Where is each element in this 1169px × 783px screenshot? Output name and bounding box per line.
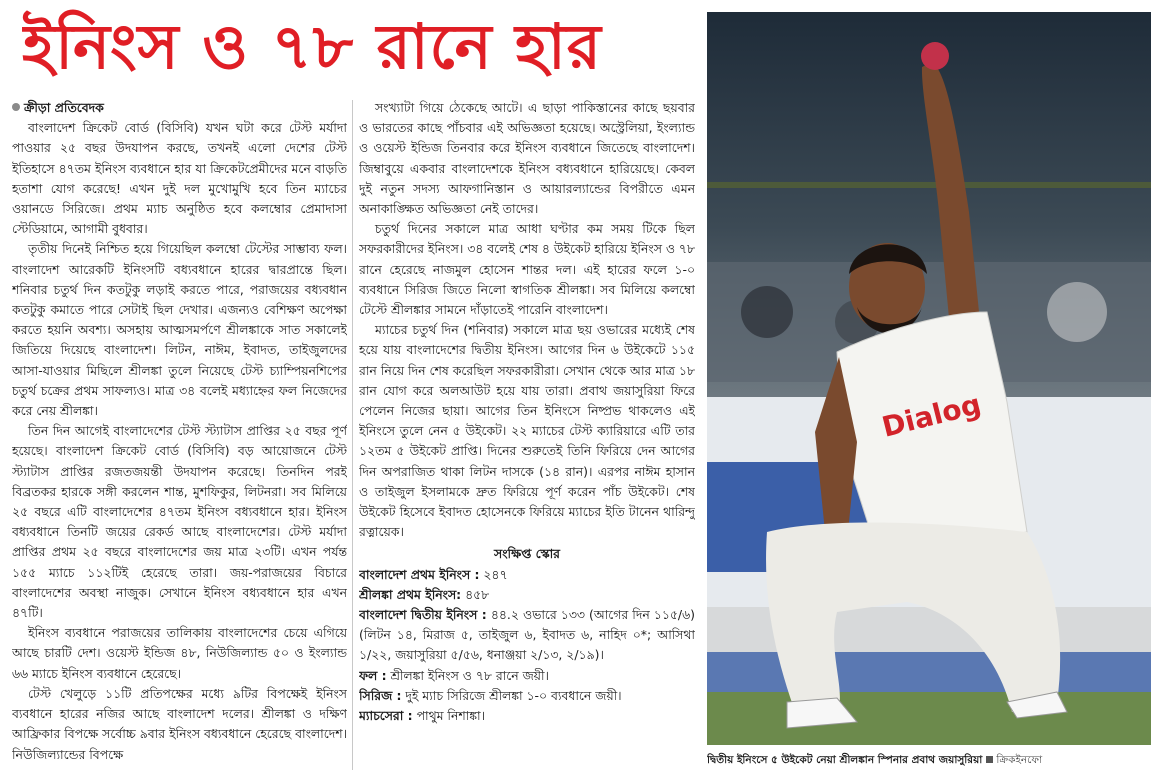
scorecard-title: সংক্ষিপ্ত স্কোর xyxy=(494,546,560,562)
paragraph: চতুর্থ দিনের সকালে মাত্র আধা ঘণ্টার কম সময় টিকে ছিল সফরকারীদের ইনিংস। ৩৪ বলেই শেষ ৪ উইকেট হারিয়ে ইনিংস ও ৭৮ রানে হেরেছে নাজমুল হোসেন শান্তর দল। এই হারের ফলে ১-০ ব্যবধানে সিরিজ জিতে নিলো স্বাগতিক শ্রীলঙ্কা। সব মিলিয়ে কলম্বো টেস্টে শ্রীলঙ্কার সামনে দাঁড়াতেই পারেনি বাংলাদেশ। xyxy=(359,221,695,318)
bullet-icon xyxy=(12,103,20,111)
headline: ইনিংস ও ৭৮ রানে হার xyxy=(22,10,602,83)
byline-text: ক্রীড়া প্রতিবেদক xyxy=(24,100,104,115)
match-photo xyxy=(707,12,1151,745)
score-label: ম্যাচসেরা : xyxy=(359,708,413,724)
article-column-1 xyxy=(12,98,347,776)
score-row xyxy=(359,706,695,726)
ground xyxy=(707,692,1151,745)
score-value: পাথুম নিশাঙ্কা। xyxy=(416,708,486,724)
score-row xyxy=(359,565,695,585)
score-row xyxy=(359,686,695,706)
credit-marker-icon xyxy=(986,756,993,763)
photo-credit: ক্রিকইনফো xyxy=(996,754,1043,766)
byline xyxy=(12,98,347,118)
photo-illustration xyxy=(707,12,1151,745)
photo-caption-line xyxy=(707,747,1151,773)
score-label: বাংলাদেশ প্রথম ইনিংস : xyxy=(359,566,480,582)
score-label: বাংলাদেশ দ্বিতীয় ইনিংস : xyxy=(359,607,487,623)
paragraph: তৃতীয় দিনেই নিশ্চিত হয়ে গিয়েছিল কলম্বো টেস্টের সাম্ভাব্য ফল। বাংলাদেশ আরেকটি ইনিংসটি বধ্যবধানে হারের দ্বারপ্রান্তে ছিল। শনিবার চতুর্থ দিন কতটুকু লড়াই করতে পারে, পরাজয়ের বধ্যবধান কতটুকু কমাতে পারে সেটাই ছিল দেখার। এজন্যও বেশিক্ষণ অপেক্ষা করতে হয়নি অবশ্য। অসহায় আত্মসমর্পণে শ্রীলঙ্কাকে সাত সকালেই জিতিয়ে দিয়েছে বাংলাদেশ। লিটন, নাঈম, ইবাদত, তাইজুলদের আসা-যাওয়ার মিছিলে শ্রীলঙ্কা তুলে নিয়েছে টেস্ট চ্যাম্পিয়নশিপের চতুর্থ চক্রের প্রথম সাফল্যও। মাত্র ৩৪ বলেই মধ্যাহ্নের ফল নিজেদের করে নেয় শ্রীলঙ্কা। xyxy=(12,241,347,419)
photo-caption: দ্বিতীয় ইনিংসে ৫ উইকেট নেয়া শ্রীলঙ্কান স্পিনার প্রবাথ জয়াসুরিয়া xyxy=(707,754,983,766)
score-value: ৪৪.২ ওভারে ১৩৩ (আগের দিন ১১৫/৬) (লিটন ১৪, মিরাজ ৫, তাইজুল ৬, ইবাদত ৬, নাহিদ ০*; আসিথা ১/২২, জয়াসুরিয়া ৫/৫৬, ধনাঞ্জয়া ২/১৩, ২/১৯)। xyxy=(359,607,695,663)
score-value: ৪৫৮ xyxy=(465,586,490,602)
paragraph: বাংলাদেশ ক্রিকেট বোর্ড (বিসিবি) যখন ঘটা করে টেস্ট মর্যাদা পাওয়ার ২৫ বছর উদযাপন করছে, তখনই এলো দেশের টেস্ট ইতিহাসে ৪৭তম ইনিংস ব্যবধানে হার যা ক্রিকেটপ্রেমীদের মনে বাড়তি হতাশা যোগ করেছে! এখন দুই দল মুখোমুখি হবে তিন ম্যাচের ওয়ানডে সিরিজে। প্রথম ম্যাচ অনুষ্ঠিত হবে কলম্বোর প্রেমাদাসা স্টেডিয়ামে, আগামী বুধবার। xyxy=(12,120,347,237)
score-row xyxy=(359,585,695,605)
column-divider xyxy=(352,100,353,770)
score-label: ফল : xyxy=(359,667,387,683)
paragraph: সংখ্যাটা গিয়ে ঠেকেছে আটে। এ ছাড়া পাকিস্তানের কাছে ছয়বার ও ভারতের কাছে পাঁচবার এই অভিজ্ঞতা হয়েছে। অস্ট্রেলিয়া, ইংল্যান্ড ও ওয়েস্ট ইন্ডিজ তিনবার করে ইনিংস ব্যবধানে জিতেছে বাংলাদেশ। জিম্বাবুয়ে একবার বাংলাদেশকে ইনিংস বধ্যবধানে হারিয়েছে। কেবল দুই নতুন সদস্য আফগানিস্তান ও আয়ারল্যান্ডের বিপরীতে এমন অনাকাঙ্ক্ষিত অভিজ্ঞতা নেই তাদের। xyxy=(359,100,695,217)
score-value: ২৪৭ xyxy=(483,566,508,582)
score-value: শ্রীলঙ্কা ইনিংস ও ৭৮ রানে জয়ী। xyxy=(390,667,549,683)
ball xyxy=(921,42,949,70)
jersey-sponsor: Dialog xyxy=(878,387,985,444)
score-value: দুই ম্যাচ সিরিজে শ্রীলঙ্কা ১-০ ব্যবধানে জয়ী। xyxy=(405,687,622,703)
paragraph: ইনিংস ব্যবধানে পরাজয়ের তালিকায় বাংলাদেশের চেয়ে এগিয়ে আছে চারটি দেশ। ওয়েস্ট ইন্ডিজ ৪৮, নিউজিল্যান্ড ৫০ ও ইংল্যান্ড ৬৬ ম্যাচে ইনিংস ব্যবধানে হেরেছে। xyxy=(12,625,347,681)
score-row xyxy=(359,605,695,666)
score-row xyxy=(359,666,695,686)
paragraph: তিন দিন আগেই বাংলাদেশের টেস্ট স্ট্যাটাস প্রাপ্তির ২৫ বছর পূর্ণ হয়েছে। বাংলাদেশ ক্রিকেট বোর্ড (বিসিবি) বড় আয়োজনে টেস্ট স্ট্যাটাস প্রাপ্তির রজতজয়ন্তী উদযাপন করেছে। তিনদিন পরই বিব্রতকর হারকে সঙ্গী করলেন শান্ত, মুশফিকুর, লিটনরা। সব মিলিয়ে ২৫ বছরে এটি বাংলাদেশের ৪৭তম ইনিংস বধ্যবধানে হার। ইনিংস বধ্যবধানে তিনটি জয়ের রেকর্ড আছে বাংলাদেশের। টেস্ট মর্যাদা প্রাপ্তির প্রথম ২৫ বছরে বাংলাদেশের জয় মাত্র ২৩টি। এখন পর্যন্ত ১৫৫ ম্যাচে ১১২টিই হেরেছে তারা। জয়-পরাজয়ের বিচারে বাংলাদেশের অবস্থা নাজুক। সেখানে ইনিংস বধ্যবধানে হার এখন ৪৭টি। xyxy=(12,423,347,621)
scorecard xyxy=(359,544,695,726)
paragraph: টেস্ট খেলুড়ে ১১টি প্রতিপক্ষের মধ্যে ৯টির বিপক্ষেই ইনিংস ব্যবধানে হারের নজির আছে বাংলাদেশ দলের। শ্রীলঙ্কা ও দক্ষিণ আফ্রিকার বিপক্ষে সর্বোচ্চ ৯বার ইনিংস বধ্যবধানে হেরেছে বাংলাদেশ। নিউজিল্যান্ডের বিপক্ষে xyxy=(12,685,347,762)
score-label: সিরিজ : xyxy=(359,687,402,703)
paragraph: ম্যাচের চতুর্থ দিন (শনিবার) সকালে মাত্র ছয় ওভারের মধ্যেই শেষ হয়ে যায় বাংলাদেশের দ্বিতীয় ইনিংস। আগের দিন ৬ উইকেটে ১১৫ রান নিয়ে দিন শেষ করেছিল সফরকারীরা। সেখান থেকে আর মাত্র ১৮ রান যোগ করে অলআউট হয়ে যায় তারা। প্রবাথ জয়াসুরিয়া ফিরে পেলেন নিজের ছায়া। আগের তিন ইনিংসে নিষ্প্রভ থাকলেও এই ইনিংসে তুলে নেন ৫ উইকেট। ২২ ম্যাচের টেস্ট ক্যারিয়ারে এটি তার ১২তম ৫ উইকেট প্রাপ্তি। দিনের শুরুতেই তিনি ফিরিয়ে দেন আগের দিন অপরাজিত থাকা লিটন দাসকে (১৪ রান)। এরপর নাঈম হাসান ও তাইজুল ইসলামকে দ্রুত ফিরিয়ে পূর্ণ করেন পাঁচ উইকেট। শেষ উইকেট হিসেবে ইবাদত হোসেনকে ফিরিয়ে ম্যাচের ইতি টানেন থারিন্দু রত্নায়েক। xyxy=(359,322,695,540)
score-label: শ্রীলঙ্কা প্রথম ইনিংস: xyxy=(359,586,462,602)
article-column-2 xyxy=(359,98,695,776)
stand-rail xyxy=(707,182,1151,188)
